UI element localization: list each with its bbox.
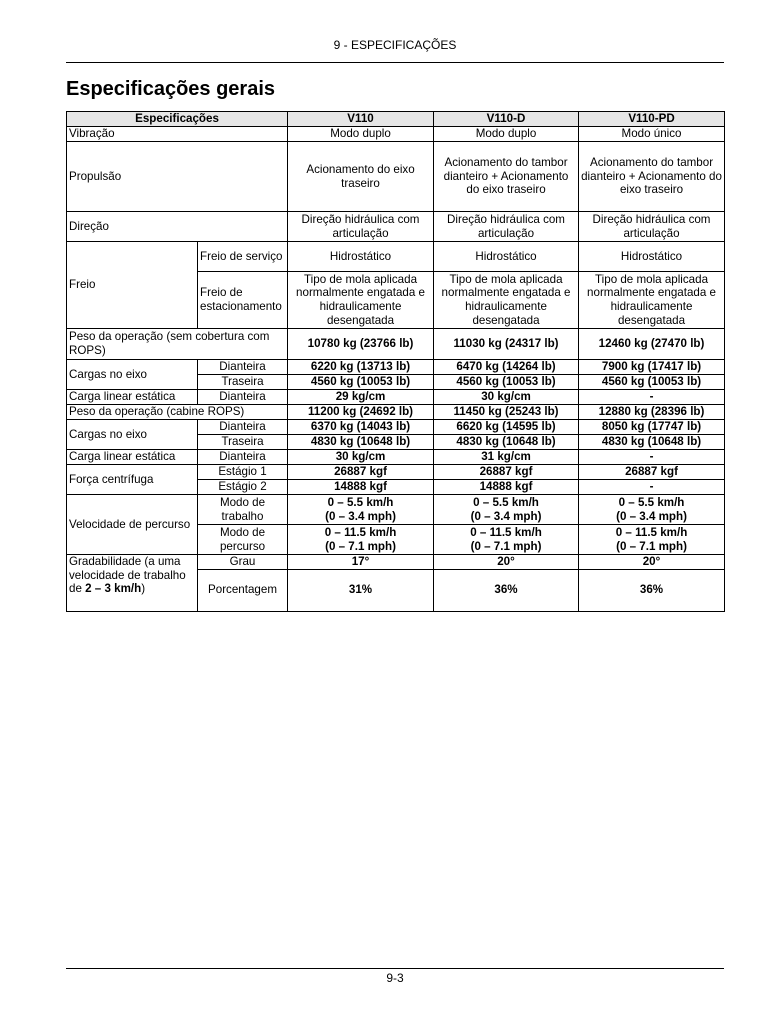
row-label: Carga linear estática [67,390,198,405]
cell-v110pd: 4560 kg (10053 lb) [579,375,725,390]
table-row [67,555,725,570]
cell-v110pd: Direção hidráulica com articulação [579,212,725,242]
row-sublabel: Dianteira [198,360,288,375]
table-row [67,495,725,525]
table-row [67,242,725,272]
specifications-table [66,111,725,612]
footer-divider [66,968,724,969]
cell-v110pd: - [579,390,725,405]
row-sublabel: Traseira [198,435,288,450]
row-sublabel: Estágio 2 [198,480,288,495]
row-label: Peso da operação (cabine ROPS) [67,405,288,420]
cell-v110d: 11450 kg (25243 lb) [434,405,579,420]
table-row [67,212,725,242]
cell-v110: Acionamento do eixo traseiro [288,142,434,212]
table-row [67,450,725,465]
cell-v110: 6370 kg (14043 lb) [288,420,434,435]
cell-v110: Modo duplo [288,127,434,142]
row-label: Força centrífuga [67,465,198,495]
table-row [67,405,725,420]
cell-v110pd: 7900 kg (17417 lb) [579,360,725,375]
cell-v110d: 6620 kg (14595 lb) [434,420,579,435]
cell-v110: Hidrostático [288,242,434,272]
cell-v110d: 20° [434,555,579,570]
cell-v110: 31% [288,569,434,611]
cell-v110d: Direção hidráulica com articulação [434,212,579,242]
table-row [67,360,725,375]
row-sublabel: Freio de serviço [198,242,288,272]
header-v110d: V110-D [434,112,579,127]
table-row [67,329,725,360]
table-header-row [67,112,725,127]
cell-v110: 26887 kgf [288,465,434,480]
cell-v110pd: - [579,480,725,495]
cell-v110pd: 12460 kg (27470 lb) [579,329,725,360]
row-sublabel: Modo de percurso [198,525,288,555]
cell-v110d: 0 – 5.5 km/h (0 – 3.4 mph) [434,495,579,525]
cell-v110d: Tipo de mola aplicada normalmente engatada e hidraulicamente desengatada [434,272,579,329]
cell-v110: 0 – 5.5 km/h (0 – 3.4 mph) [288,495,434,525]
cell-v110: 10780 kg (23766 lb) [288,329,434,360]
cell-v110d: 31 kg/cm [434,450,579,465]
row-sublabel: Porcentagem [198,569,288,611]
cell-v110pd: 26887 kgf [579,465,725,480]
cell-v110pd: Acionamento do tambor dianteiro + Acionamento do eixo traseiro [579,142,725,212]
cell-v110: 6220 kg (13713 lb) [288,360,434,375]
cell-v110pd: 36% [579,569,725,611]
row-sublabel: Freio de estacionamento [198,272,288,329]
row-label: Freio [67,242,198,329]
row-label: Vibração [67,127,288,142]
cell-v110: 4830 kg (10648 lb) [288,435,434,450]
cell-v110: 4560 kg (10053 lb) [288,375,434,390]
cell-v110d: 11030 kg (24317 lb) [434,329,579,360]
row-label: Peso da operação (sem cobertura com ROPS) [67,329,288,360]
cell-v110: 14888 kgf [288,480,434,495]
cell-v110: 17° [288,555,434,570]
cell-v110pd: Tipo de mola aplicada normalmente engatada e hidraulicamente desengatada [579,272,725,329]
row-sublabel: Dianteira [198,390,288,405]
cell-v110d: 14888 kgf [434,480,579,495]
section-header: 9 - ESPECIFICAÇÕES [333,38,457,52]
cell-v110pd: Modo único [579,127,725,142]
table-row [67,142,725,212]
row-sublabel: Grau [198,555,288,570]
header-v110pd: V110-PD [579,112,725,127]
cell-v110pd: 0 – 11.5 km/h (0 – 7.1 mph) [579,525,725,555]
row-sublabel: Dianteira [198,450,288,465]
row-label: Propulsão [67,142,288,212]
table-row [67,127,725,142]
cell-v110d: 6470 kg (14264 lb) [434,360,579,375]
row-label: Direção [67,212,288,242]
cell-v110: 11200 kg (24692 lb) [288,405,434,420]
cell-v110d: 26887 kgf [434,465,579,480]
row-sublabel: Traseira [198,375,288,390]
cell-v110d: 36% [434,569,579,611]
cell-v110pd: 20° [579,555,725,570]
cell-v110d: Acionamento do tambor dianteiro + Acionamento do eixo traseiro [434,142,579,212]
table-row [67,390,725,405]
row-label: Cargas no eixo [67,420,198,450]
row-label: Velocidade de percurso [67,495,198,555]
cell-v110pd: Hidrostático [579,242,725,272]
table-row [67,465,725,480]
cell-v110pd: 4830 kg (10648 lb) [579,435,725,450]
row-label: Cargas no eixo [67,360,198,390]
cell-v110: 30 kg/cm [288,450,434,465]
table-row [67,420,725,435]
row-sublabel: Estágio 1 [198,465,288,480]
cell-v110d: Hidrostático [434,242,579,272]
cell-v110d: 0 – 11.5 km/h (0 – 7.1 mph) [434,525,579,555]
cell-v110pd: - [579,450,725,465]
page-number: 9-3 [386,971,404,985]
cell-v110d: 4830 kg (10648 lb) [434,435,579,450]
header-divider [66,62,724,63]
header-v110: V110 [288,112,434,127]
cell-v110pd: 8050 kg (17747 lb) [579,420,725,435]
cell-v110d: Modo duplo [434,127,579,142]
cell-v110: Direção hidráulica com articulação [288,212,434,242]
row-sublabel: Modo de trabalho [198,495,288,525]
cell-v110: 0 – 11.5 km/h (0 – 7.1 mph) [288,525,434,555]
header-specifications: Especificações [67,112,288,127]
row-sublabel: Dianteira [198,420,288,435]
cell-v110pd: 0 – 5.5 km/h (0 – 3.4 mph) [579,495,725,525]
cell-v110d: 30 kg/cm [434,390,579,405]
row-label: Carga linear estática [67,450,198,465]
page-title: Especificações gerais [66,78,276,100]
row-label: Gradabilidade (a uma velocidade de trabalho de 2 – 3 km/h) [67,555,198,612]
cell-v110: 29 kg/cm [288,390,434,405]
cell-v110d: 4560 kg (10053 lb) [434,375,579,390]
cell-v110pd: 12880 kg (28396 lb) [579,405,725,420]
cell-v110: Tipo de mola aplicada normalmente engatada e hidraulicamente desengatada [288,272,434,329]
